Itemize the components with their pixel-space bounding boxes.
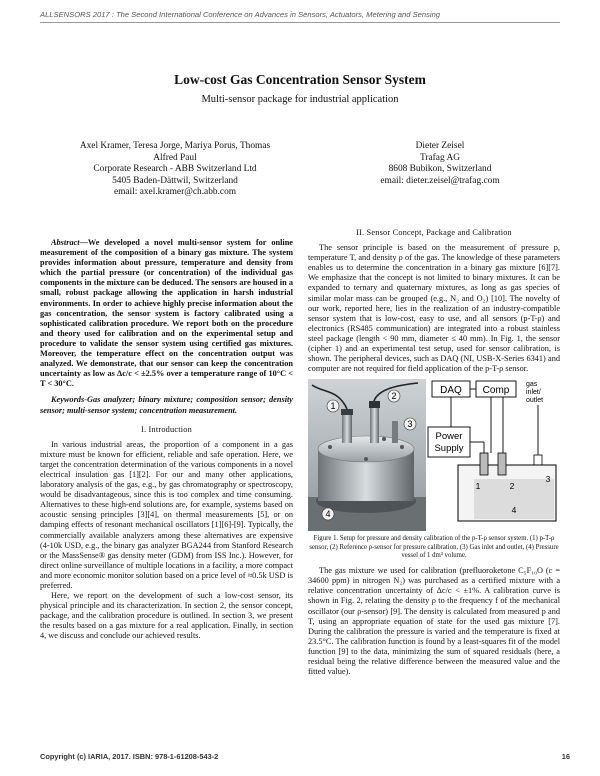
gas-valve: [392, 421, 398, 443]
author-block-2: [330, 141, 550, 187]
page-number: 16: [561, 752, 570, 761]
keywords-text: Gas analyzer; binary mixture; composition sensor; density sensor; multi-sensor system; concentration measurement.: [40, 395, 293, 415]
sensor-cap: [369, 401, 380, 408]
setup-schematic: [428, 381, 556, 521]
daq-label: DAQ: [440, 385, 462, 397]
author-email: email: dieter.zeisel@trafag.com: [380, 175, 500, 186]
abstract-text: —We developed a novel multi-sensor system for online measurement of the composition of a binary gas mixture. The system provides information about pressure, temperature and density from which the partial pressure (or concentration) of the individual gas components in the mixture can be deduced. The sensors are housed in a small, robust package allowing the application in harsh industrial environments. In order to achieve highly precise information about the gas concentration, the sensor system is factory calibrated using a sophisticated calibration procedure. We report both on the procedure and theory used for calibration and on the experimental setup and procedure to validate the sensor system using certified gas mixtures. Moreover, the temperature effect on the concentration output was analyzed. We demonstrate, that our sensor can keep the concentration uncertainty as low as Δc/c < ±2.5% over a temperature range of 10°C < T < 30°C.: [40, 238, 293, 389]
figure-1-image: [308, 379, 566, 531]
gas-label-line2: inlet/: [526, 389, 541, 397]
author-address: 5405 Baden-Dättwil, Switzerland: [112, 175, 238, 186]
diagram-label-3: 3: [545, 474, 551, 485]
page-footer: [40, 752, 570, 761]
reference-sensor: [370, 407, 379, 443]
abstract-label: Abstract: [51, 238, 80, 247]
running-header: ALLSENSORS 2017 : The Second International Conference on Advances in Sensors, Actuators, Metering and Sensing: [40, 10, 441, 19]
power-label-line1: Power: [435, 431, 463, 443]
photo-label-2: 2: [391, 391, 397, 402]
left-column: [40, 238, 293, 642]
bolt: [400, 445, 404, 449]
sensor-schematic: [498, 453, 506, 475]
author-names-line2: Alfred Paul: [153, 152, 197, 163]
paper-subtitle: Multi-sensor package for industrial application: [201, 94, 399, 105]
abstract: [40, 238, 293, 389]
author-affiliation: Trafag AG: [419, 152, 461, 163]
gas-label-line1: gas: [526, 381, 538, 389]
diagram-label-1: 1: [475, 481, 481, 492]
power-label-line2: Supply: [434, 443, 464, 455]
intro-paragraph-2: Here, we report on the development of such a low-cost sensor, its physical principle and its characterization. In section 2, the sensor concept, package, and the calibration procedure is outlined. In section 3, we present the results based on a gas mixture for a real application. Finally, in section 4, we discuss and conclude our achieved results.: [40, 591, 293, 641]
author-email: email: axel.kramer@ch.abb.com: [113, 187, 237, 198]
author-names-line1: Axel Kramer, Teresa Jorge, Mariya Porus, Thomas: [79, 141, 271, 151]
keywords-label: Keywords-: [51, 395, 87, 405]
diagram-label-2: 2: [509, 481, 515, 492]
author-address: 8608 Bubikon, Switzerland: [388, 164, 492, 175]
paper-title: Low-cost Gas Concentration Sensor System: [174, 72, 426, 87]
section-heading-sensor: II. Sensor Concept, Package and Calibration: [356, 228, 512, 237]
author-names-line1: Dieter Zeisel: [415, 141, 465, 151]
sensor-schematic: [480, 453, 488, 475]
diagram-label-4: 4: [511, 505, 517, 516]
sensor-paragraph-2: The gas mixture we used for calibration (prefluoroketone C₅F₁₀O (c = 34600 ppm) in nitrogen N₂) was purchased as a certified mixture with a relative concentration uncertainty of Δc/c < ±1%. A calibration curve is shown in Fig. 2, relating the density ρ to the frequency f of the mechanical oscillator (our ρ-sensor) [9]. The density is calculated from measured p and T, using an appropriate equation of state for the used gas mixture [7]. During the calibration the pressure is varied and the temperature is fixed at 23.5°C. The calibration function is found by a least-squares fit of the model function [9] to the data, minimizing the sum of squared residuals (here, a residual being the relative difference between the measured value and the fitted value).: [308, 566, 560, 677]
sensor-cap: [341, 409, 353, 415]
photo-label-1: 1: [330, 401, 336, 412]
bolt: [328, 445, 332, 449]
author-affiliation: Corporate Research - ABB Switzerland Ltd: [93, 164, 257, 175]
photo-label-4: 4: [325, 509, 331, 520]
author-block-1: [40, 141, 310, 199]
keywords: [40, 395, 293, 415]
right-column: [308, 228, 560, 677]
bolt: [364, 457, 368, 461]
photo-label-3: 3: [407, 419, 413, 430]
sensor-paragraph-1: The sensor principle is based on the measurement of pressure p, temperature T, and density ρ of the gas. The knowledge of these parameters enables us to determine the concentration in a binary gas mixture [6][7]. We emphasize that the concept is not limited to binary mixtures. It can be expanded to ternary and quaternary mixtures, as long as gas species of similar molar mass can be grouped (e.g., N₂ and O₂) [10]. The novelty of our work, reported here, lies in the realization of an industry-compatible sensor system that is low-cost, easy to use, and all sensors (p-T-ρ) and electronics (RS485 communication) are integrated into a robust stainless steel package (length < 90 mm, diameter ≤ 40 mm). In Fig. 1, the sensor (cipher 1) and an experimental test setup, used for sensor calibration, is shown. The peripheral devices, such as DAQ (NI, USB-X-Series 6341) and computer are not required for field application of the p-T-ρ sensor.: [308, 243, 560, 374]
header-rule: [40, 22, 560, 23]
figure-1-caption: Figure 1. Setup for pressure and density calibration of the p-T-ρ sensor system. (1) p-T-ρ sensor, (2) Reference ρ-sensor for pressure calibration, (3) Gas inlet and outlet, (4) Pressure vessel of 1 dm³ volume.: [309, 535, 559, 559]
intro-paragraph-1: In various industrial areas, the proportion of a component in a gas mixture must be known for efficient, reliable and safe operation. Here, we target the concentration determination of the various components in a novel electrical insulation gas [1][2]. For our and many other applications, laboratory analysis of the gas, e.g., by gas chromatography or spectroscopy, would be disadvantageous, since this is too complex and time consuming. Alternatives to these high-end solutions are, for example, systems based on acoustic sensing principles [3][4], on thermal measurements [5], or on damping effects of resonant mechanical oscillators [1][6]-[9]. Typically, the commercially available analyzers among these alternatives are expensive (4-10k USD, e.g., the binary gas analyzer BGA244 from Stanford Research or the MassSense® gas density meter (GDM) from ISS Inc.). However, for direct online surveillance of multiple locations in a facility, a more compact and more economic monitor solution based on a price level of ≈0.5k USD is preferred.: [40, 439, 293, 590]
comp-label: Comp: [482, 385, 510, 397]
section-heading-introduction: I. Introduction: [141, 424, 192, 434]
p-t-rho-sensor: [342, 413, 352, 443]
bolt: [382, 437, 386, 441]
copyright-notice: Copyright (c) IARIA, 2017. ISBN: 978-1-61208-543-2: [40, 752, 219, 761]
gas-label-line3: outlet: [526, 397, 544, 405]
figure-1-photo: [308, 379, 566, 531]
